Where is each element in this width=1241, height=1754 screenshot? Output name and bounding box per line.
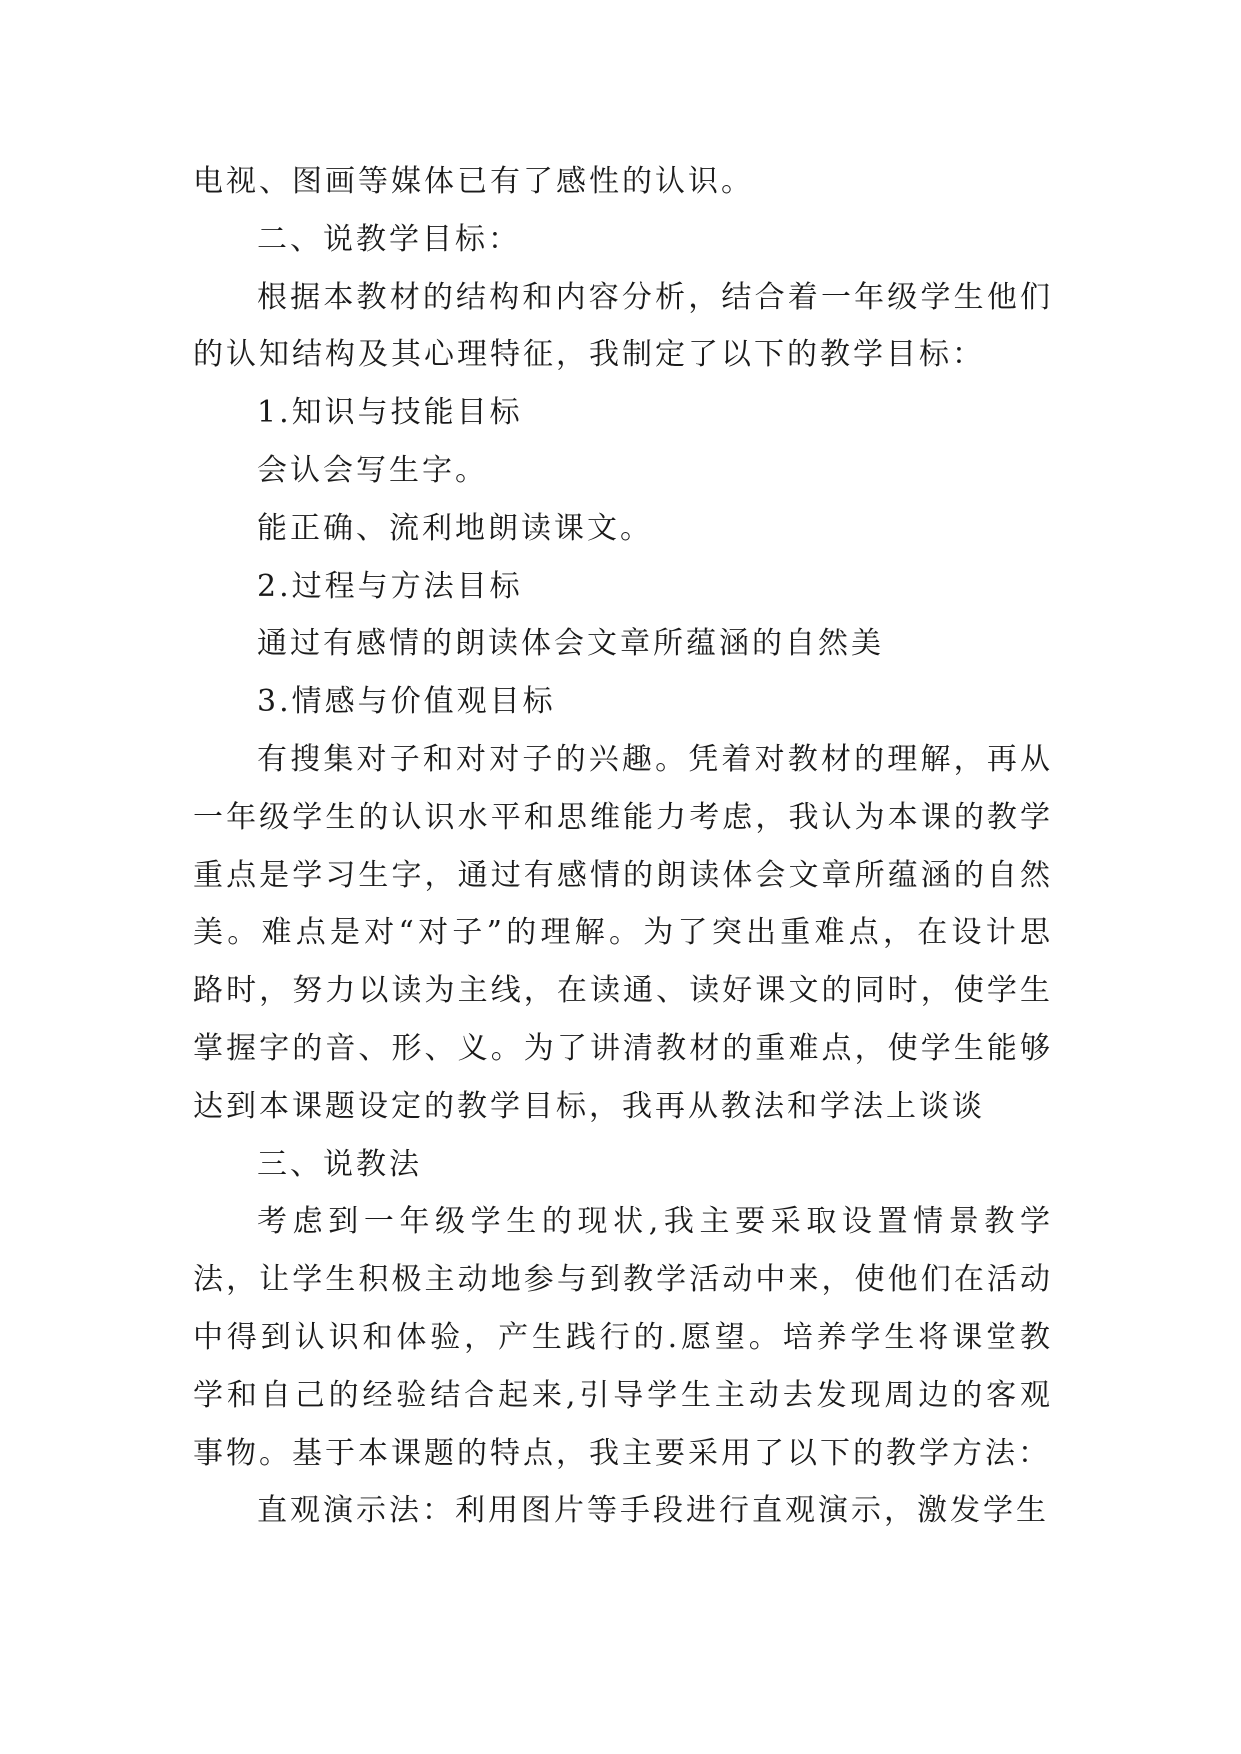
paragraph-media-intro: 电视、图画等媒体已有了感性的认识。	[193, 164, 754, 199]
paragraph-write-characters: 会认会写生字。	[257, 452, 488, 488]
paragraph-methods-detail: 考虑到一年级学生的现状,我主要采取设置情景教学法，让学生积极主动地参与到教学活动中来，使他们在活动中得到认识和体验，产生践行的.愿望。培养学生将课堂教学和自己的经验结合起来,引导学生主动去发现周边的客观事物。基于本课题的特点，我主要采用了以下的教学方法：	[193, 1204, 1053, 1471]
subheading-knowledge-skills: 1.知识与技能目标	[257, 395, 523, 431]
heading-teaching-methods: 三、说教法	[257, 1146, 422, 1182]
paragraph-natural-beauty: 通过有感情的朗读体会文章所蕴涵的自然美	[257, 626, 884, 662]
paragraph-key-difficulties: 有搜集对子和对对子的兴趣。凭着对教材的理解，再从一年级学生的认识水平和思维能力考虑，我认为本课的教学重点是学习生字，通过有感情的朗读体会文章所蕴涵的自然美。难点是对“对子”的理解。为了突出重难点，在设计思路时，努力以读为主线，在读通、读好课文的同时，使学生掌握字的音、形、义。为了讲清教材的重难点，使学生能够达到本课题设定的教学目标，我再从教法和学法上谈谈	[193, 741, 1053, 1124]
paragraph-visual-demo: 直观演示法：利用图片等手段进行直观演示，激发学生	[257, 1493, 1049, 1529]
paragraph-goals-basis: 根据本教材的结构和内容分析，结合着一年级学生他们的认知结构及其心理特征，我制定了以下的教学目标：	[193, 279, 1053, 373]
paragraph-read-fluently: 能正确、流利地朗读课文。	[257, 510, 653, 546]
document-body	[193, 153, 1053, 1540]
subheading-emotion-values: 3.情感与价值观目标	[257, 684, 556, 720]
subheading-process-method: 2.过程与方法目标	[257, 568, 523, 604]
heading-teaching-goals: 二、说教学目标：	[257, 221, 521, 257]
